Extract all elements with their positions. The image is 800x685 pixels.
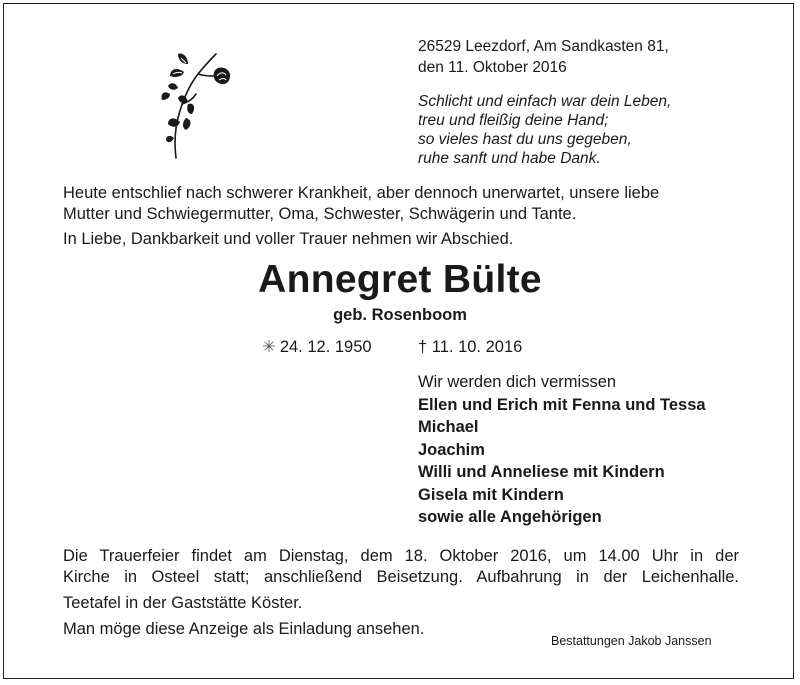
maiden-name: geb. Rosenboom <box>333 306 467 324</box>
mourner-entry: sowie alle Angehörigen <box>418 508 602 526</box>
deceased-name: Annegret Bülte <box>258 258 542 301</box>
funeral-line: Kirche in Osteel statt; anschließend Beisetzung. Aufbahrung in der Leichenhalle. <box>63 568 739 586</box>
poem-line: so vieles hast du uns gegeben, <box>418 131 632 148</box>
announcement-line: Mutter und Schwiegermutter, Oma, Schwester, Schwägerin und Tante. <box>63 205 577 223</box>
date-line: den 11. Oktober 2016 <box>418 59 567 76</box>
funeral-details <box>63 546 739 640</box>
mourner-entry: Ellen und Erich mit Fenna und Tessa <box>418 395 706 414</box>
mourners-list <box>418 371 706 529</box>
place-and-date <box>418 36 669 78</box>
announcement-line: Heute entschlief nach schwerer Krankheit, aber dennoch unerwartet, unsere liebe <box>63 184 660 202</box>
invitation-line: Man möge diese Anzeige als Einladung ansehen. <box>63 620 425 638</box>
poem-line: ruhe sanft und habe Dank. <box>418 150 601 167</box>
address-line: 26529 Leezdorf, Am Sandkasten 81, <box>418 38 669 55</box>
birth-date-line <box>262 336 372 358</box>
farewell-line: In Liebe, Dankbarkeit und voller Trauer nehmen wir Abschied. <box>63 230 514 248</box>
death-date: 11. 10. 2016 <box>431 338 523 356</box>
death-symbol-icon: † <box>418 338 428 356</box>
undertaker-credit: Bestattungen Jakob Janssen <box>551 634 712 648</box>
mourner-entry: Joachim <box>418 440 485 459</box>
birth-symbol-icon: ✳ <box>262 338 276 356</box>
death-date-line <box>418 336 522 358</box>
reception-line: Teetafel in der Gaststätte Köster. <box>63 594 303 612</box>
poem-line: treu und fleißig deine Hand; <box>418 112 609 129</box>
poem-line: Schlicht und einfach war dein Leben, <box>418 93 672 110</box>
poem <box>418 92 671 168</box>
mourners-heading: Wir werden dich vermissen <box>418 373 617 391</box>
birth-date: 24. 12. 1950 <box>279 338 372 356</box>
funeral-line: Die Trauerfeier findet am Dienstag, dem 18. Oktober 2016, um 14.00 Uhr in der <box>63 547 739 565</box>
mourner-entry: Michael <box>418 418 479 436</box>
rose-icon <box>158 42 238 160</box>
announcement-text <box>63 183 659 225</box>
mourner-entry: Gisela mit Kindern <box>418 485 564 504</box>
mourner-entry: Willi und Anneliese mit Kindern <box>418 463 665 481</box>
